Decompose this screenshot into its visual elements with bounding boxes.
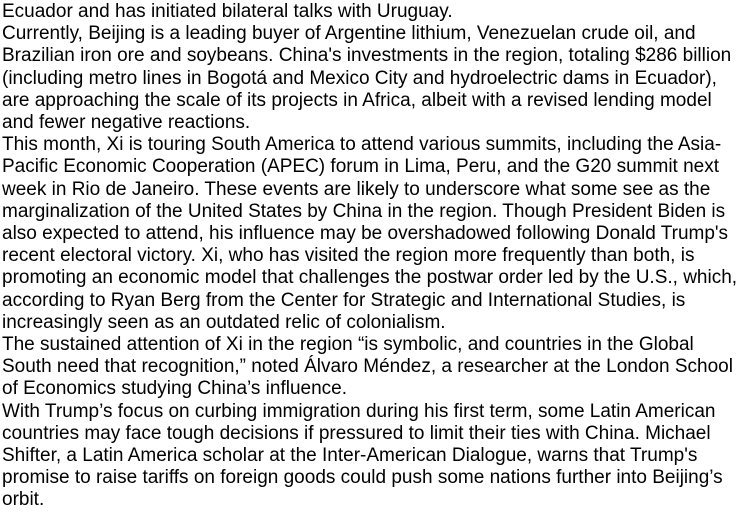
text-line: according to Ryan Berg from the Center for Strategic and International Studies, is (2, 289, 686, 311)
text-line: (including metro lines in Bogotá and Mexico City and hydroelectric dams in Ecuador), (2, 67, 717, 89)
text-line: countries may face tough decisions if pressured to limit their ties with China. Michael (2, 422, 711, 444)
text-line: Currently, Beijing is a leading buyer of Argentine lithium, Venezuelan crude oil, and (2, 23, 696, 45)
text-line: This month, Xi is touring South America to attend various summits, including the Asia- (2, 134, 722, 156)
text-line: orbit. (2, 489, 45, 511)
paragraph-trade (2, 23, 750, 134)
text-line: of Economics studying China’s influence. (2, 378, 348, 400)
text-line: also expected to attend, his influence may be overshadowed following Donald Trump's (2, 223, 729, 245)
text-line: promise to raise tariffs on foreign goods could push some nations further into Beijing’s (2, 467, 723, 489)
text-line: Pacific Economic Cooperation (APEC) forum in Lima, Peru, and the G20 summit next (2, 156, 720, 178)
text-line: The sustained attention of Xi in the region “is symbolic, and countries in the Global (2, 334, 694, 356)
text-line: marginalization of the United States by China in the region. Though President Biden is (2, 200, 726, 222)
text-line: South need that recognition,” noted Álvaro Méndez, a researcher at the London School (2, 356, 733, 378)
text-line: With Trump’s focus on curbing immigration during his first term, some Latin American (2, 400, 716, 422)
text-line: Brazilian iron ore and soybeans. China's investments in the region, totaling $286 billion (2, 45, 732, 67)
text-line: are approaching the scale of its projects in Africa, albeit with a revised lending model (2, 89, 712, 111)
text-line: promoting an economic model that challenges the postwar order led by the U.S., which, (2, 267, 738, 289)
text-line: and fewer negative reactions. (2, 112, 251, 134)
paragraph-quote (2, 334, 750, 401)
text-line: Shifter, a Latin America scholar at the Inter-American Dialogue, warns that Trump's (2, 445, 698, 467)
text-line: recent electoral victory. Xi, who has visited the region more frequently than both, is (2, 245, 695, 267)
text-line: increasingly seen as an outdated relic of colonialism. (2, 311, 446, 333)
paragraph-summits (2, 134, 750, 334)
paragraph-tariffs (2, 401, 750, 512)
text-line: week in Rio de Janeiro. These events are likely to underscore what some see as the (2, 178, 711, 200)
text-line: Ecuador and has initiated bilateral talks with Uruguay. (2, 1, 453, 22)
paragraph-continuation (2, 1, 750, 23)
